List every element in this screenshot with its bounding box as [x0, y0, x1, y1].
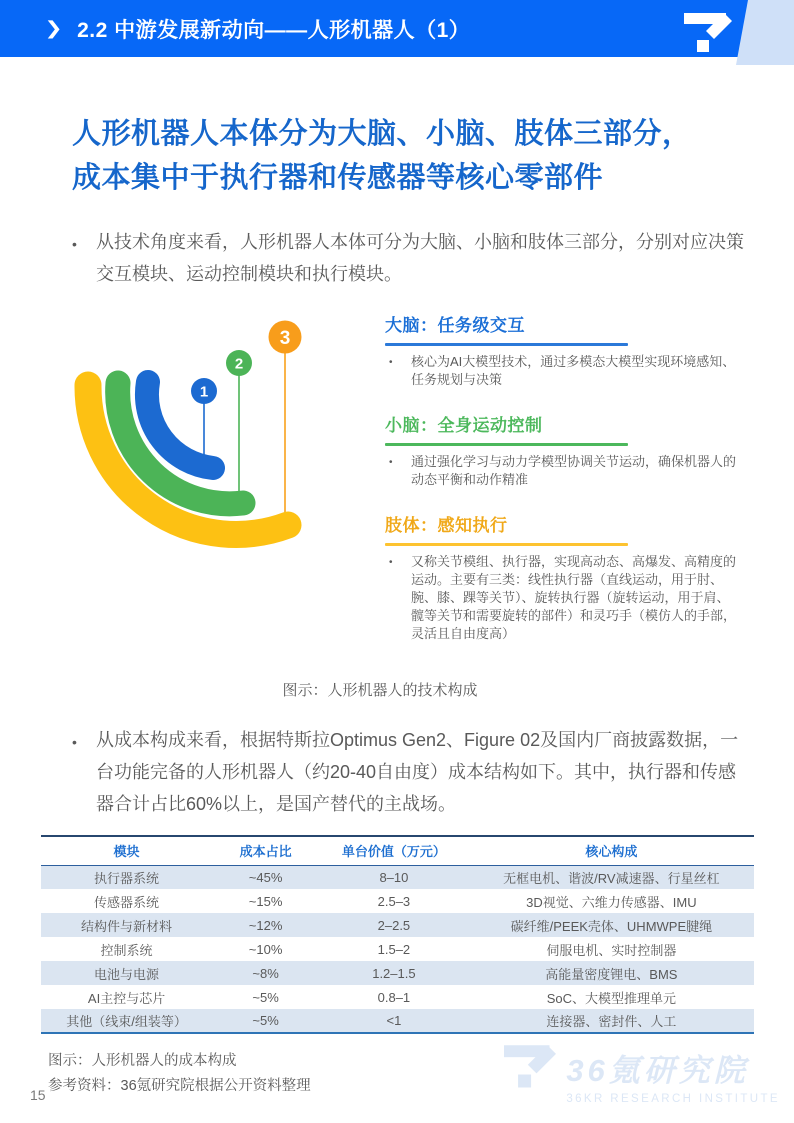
- cerebellum-description: 通过强化学习与动力学模型协调关节运动，确保机器人的动态平衡和动作精准: [411, 454, 737, 487]
- badge-2: 2: [234, 355, 244, 373]
- section-cerebellum: [385, 411, 765, 489]
- cost-structure-table: [41, 835, 754, 1034]
- reference-note: 参考资料：36氪研究院根据公开资料整理: [48, 1078, 311, 1094]
- col-cost-share: 成本占比: [212, 836, 319, 865]
- table-caption: 图示：人形机器人的成本构成: [48, 1053, 237, 1069]
- limb-description: 又称关节模组、执行器，实现高动态、高爆发、高精度的运动。主要有三类：线性执行器（直线运动，用于肘、腕、膝、踝等关节）、旋转执行器（旋转运动，用于肩、髋等关节和需要旋转的部件）和灵巧手（模仿人的手部，灵活且自由度高）: [411, 554, 737, 641]
- page-number: 15: [30, 1087, 46, 1103]
- col-module: 模块: [41, 836, 212, 865]
- chevron-right-icon: ❯: [44, 18, 63, 38]
- table-row: 其他（线束/组装等） ~5% <1 连接器、密封件、人工: [41, 1009, 754, 1033]
- watermark-chinese: 36氪研究院: [566, 1053, 749, 1088]
- bullet-dot: •: [72, 734, 77, 750]
- concentric-arcs-graphic: [70, 315, 370, 565]
- limb-heading: 肢体：感知执行: [385, 516, 508, 535]
- tech-composition-figure: [70, 315, 794, 665]
- brain-description: 核心为AI大模型技术，通过多模态大模型实现环境感知、任务规划与决策: [411, 354, 736, 387]
- limb-underline: [385, 543, 628, 546]
- table-row: 控制系统 ~10% 1.5–2 伺服电机、实时控制器: [100, 941, 677, 958]
- page-title: 人形机器人本体分为大脑、小脑、肢体三部分， 成本集中于执行器和传感器等核心零部件: [72, 118, 692, 194]
- bullet-dot: •: [389, 457, 393, 468]
- cerebellum-heading: 小脑：全身运动控制: [385, 416, 543, 435]
- brain-heading: 大脑：任务级交互: [385, 316, 525, 335]
- tech-structure-paragraph: • 从技术角度来看，人形机器人本体可分为大脑、小脑和肢体三部分，分别对应决策交互模块、运动控制模块和执行模块。: [72, 226, 750, 290]
- brain-underline: [385, 343, 628, 346]
- table-row: 结构件与新材料 ~12% 2–2.5 碳纤维/PEEK壳体、UHMWPE腱绳: [41, 913, 754, 937]
- section-title: 2.2 中游发展新动向——人形机器人（1）: [77, 18, 471, 42]
- section-brain: [385, 311, 765, 389]
- table-row: AI主控与芯片 ~5% 0.8–1 SoC、大模型推理单元: [87, 989, 677, 1006]
- bullet-dot: •: [389, 557, 393, 568]
- watermark-logo: [504, 1045, 780, 1105]
- bullet-dot: •: [72, 236, 77, 252]
- section-limb: [385, 511, 765, 643]
- watermark-english: 36KR RESEARCH INSTITUTE: [566, 1093, 780, 1105]
- table-row: 执行器系统 ~45% 8–10 无框电机、谐波/RV减速器、行星丝杠: [41, 865, 754, 889]
- figure-caption: 图示：人形机器人的技术构成: [282, 682, 478, 699]
- arc-diagram: [70, 315, 375, 665]
- col-core-components: 核心构成: [469, 836, 754, 865]
- badge-1: 1: [199, 383, 209, 401]
- figure-legend: [385, 311, 765, 665]
- 36kr-logo: [674, 0, 794, 70]
- r-logo-icon: [504, 1045, 556, 1091]
- badge-3: 3: [279, 328, 291, 349]
- table-row: 传感器系统 ~15% 2.5–3 3D视觉、六维力传感器、IMU: [94, 893, 697, 910]
- col-unit-value: 单台价值（万元）: [319, 836, 469, 865]
- table-header-row: [41, 836, 754, 865]
- cerebellum-underline: [385, 443, 628, 446]
- table-row: 电池与电源 ~8% 1.2–1.5 高能量密度锂电、BMS: [41, 961, 754, 985]
- cost-structure-paragraph: • 从成本构成来看，根据特斯拉Optimus Gen2、Figure 02及国内厂商披露数据，一台功能完备的人形机器人（约20-40自由度）成本结构如下。其中，执行器和传感器合计占比60%以上，是国产替代的主战场。: [72, 724, 750, 820]
- bullet-dot: •: [389, 357, 393, 368]
